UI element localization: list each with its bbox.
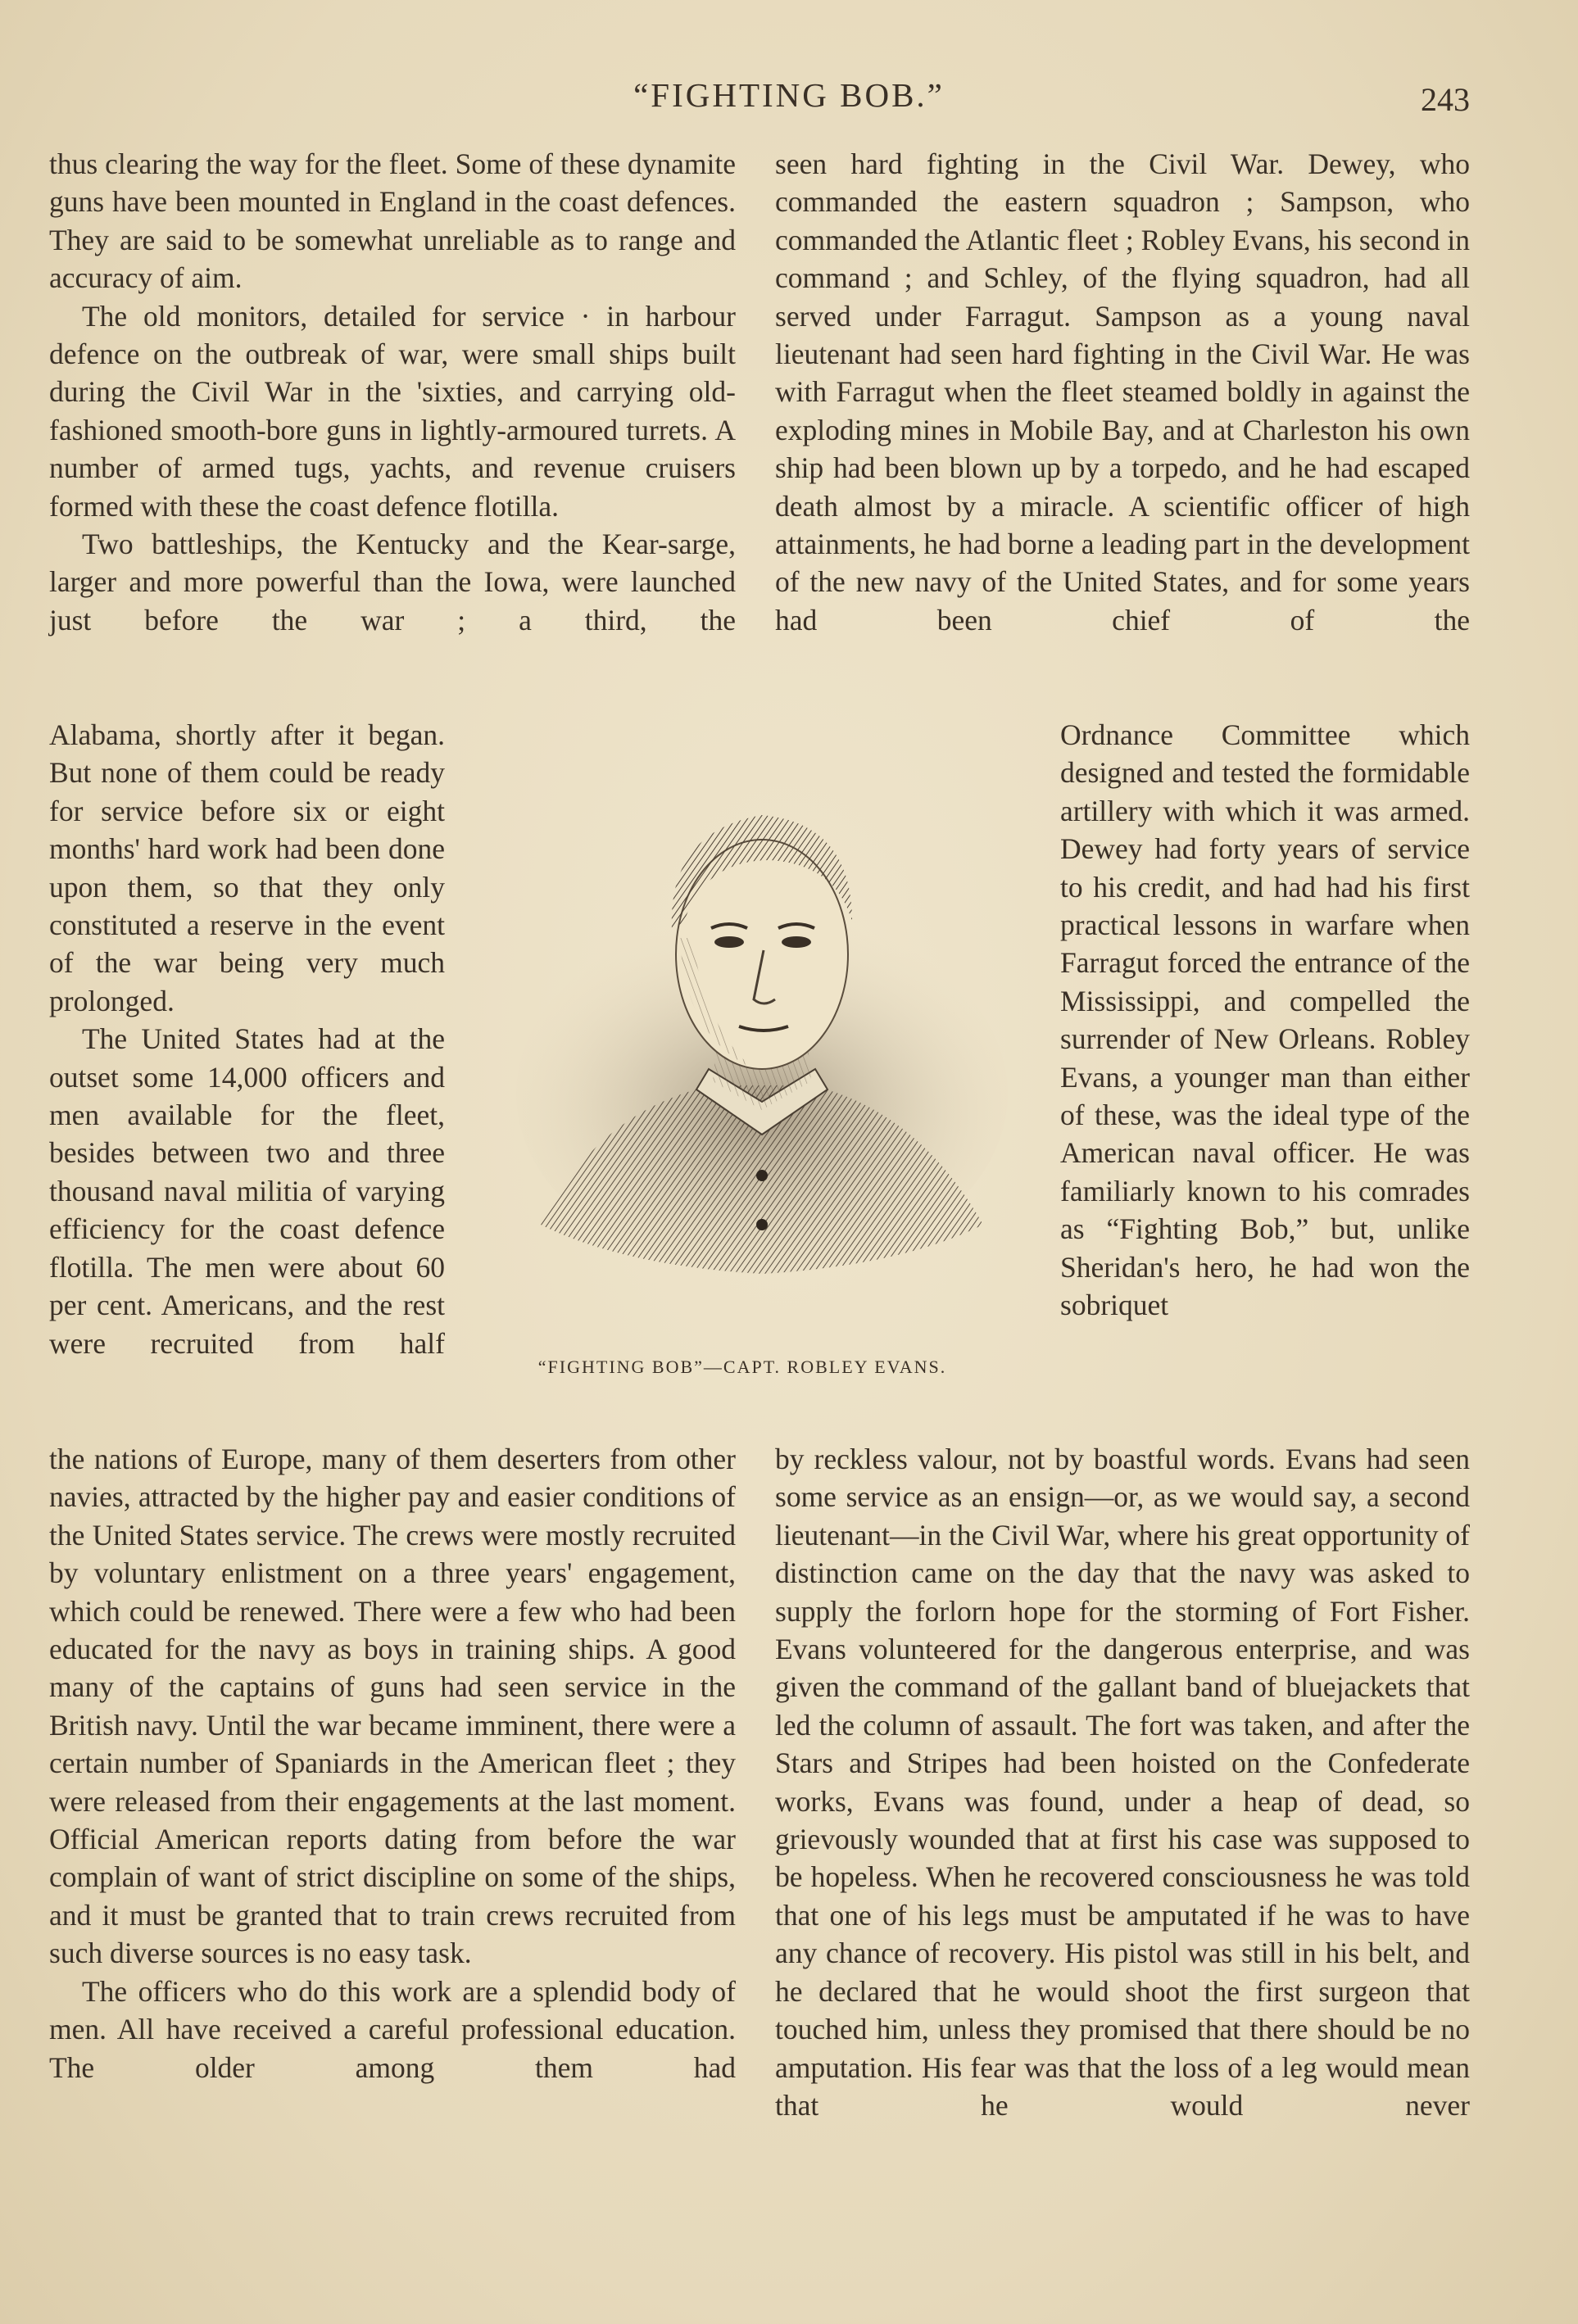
right-column-beside-portrait bbox=[1060, 716, 1470, 1325]
right-eye bbox=[782, 936, 811, 948]
paragraph: by reckless valour, not by boastful words. Evans had seen some service as an ensign—or, as we would say, a second lieutenant—in the Civil War, where his great opportunity of distinction came on the day that the navy was asked to supply the forlorn hope for the storming of Fort Fisher. Evans volunteered for the dangerous enterprise, and was given the command of the gallant band of bluejackets that led the column of assault. The fort was taken, and after the Stars and Stripes had been hoisted on the Confederate works, Evans was found, under a heap of dead, so grievously wounded that at first his case was supposed to be hopeless. When he recovered consciousness he was told that one of his legs must be amputated if he was to have any chance of recovery. His pistol was still in his belt, and he declared that he would shoot the first surgeon that touched him, unless they promised that there should be no amputation. His fear was that the loss of a leg would mean that he would never bbox=[775, 1443, 1470, 2122]
paragraph: the nations of Europe, many of them deserters from other navies, attracted by the higher pay and easier conditions of the United States service. The crews were mostly recruited by voluntary enlistment on a three years' engagement, which could be renewed. There were a few who had been educated for the navy as boys in training ships. A good many of the captains of guns had seen service in the British navy. Until the war became imminent, there were a certain number of Spaniards in the American fleet ; they were released from their engagements at the last moment. Official American reports dating from before the war complain of want of strict discipline on some of the ships, and it must be granted that to train crews recruited from such diverse sources is no easy task. bbox=[49, 1443, 736, 1970]
paragraph: Two battleships, the Kentucky and the Kear-sarge, larger and more powerful than the Iowa, were launched just before the war ; a third, the bbox=[49, 528, 736, 636]
paragraph: The old monitors, detailed for service · in harbour defence on the outbreak of war, were small ships built during the Civil War in the 'sixties, and carrying old-fashioned smooth-bore guns in lightly-armoured turrets. A number of armed tugs, yachts, and revenue cruisers formed with these the coast defence flotilla. bbox=[49, 299, 736, 523]
left-column-beside-portrait bbox=[49, 716, 445, 1362]
right-column-top bbox=[775, 145, 1470, 639]
right-column-bottom bbox=[775, 1440, 1470, 2124]
running-head: “FIGHTING BOB.” bbox=[633, 76, 945, 114]
left-column-bottom bbox=[49, 1440, 736, 2086]
portrait-caption: “FIGHTING BOB”—CAPT. ROBLEY EVANS. bbox=[537, 1357, 947, 1377]
portrait-engraving bbox=[508, 766, 1016, 1290]
paragraph: thus clearing the way for the fleet. Some of these dynamite guns have been mounted in England in the coast defences. They are said to be somewhat unreliable as to range and accuracy of aim. bbox=[49, 147, 736, 295]
paragraph: The officers who do this work are a splendid body of men. All have received a careful professional education. The older among them had bbox=[49, 1974, 736, 2084]
left-column-top bbox=[49, 145, 736, 639]
paragraph: seen hard fighting in the Civil War. Dewey, who commanded the eastern squadron ; Sampson, who commanded the Atlantic fleet ; Robley Evans, his second in command ; and Schley, of the flying squadron, had all served under Farragut. Sampson as a young naval lieutenant had seen hard fighting in the Civil War. He was with Farragut when the fleet steamed boldly in against the exploding mines in Mobile Bay, and at Charleston his own ship had been blown up by a torpedo, and he had escaped death almost by a miracle. A scientific officer of high attainments, he had borne a leading part in the development of the new navy of the United States, and for some years had been chief of the bbox=[775, 147, 1470, 636]
page-number: 243 bbox=[1421, 81, 1470, 118]
left-eye bbox=[714, 936, 744, 948]
paragraph: Alabama, shortly after it began. But none of them could be ready for service before six or eight months' hard work had been done upon them, so that they only constituted a reserve in the event of the war being very much prolonged. bbox=[49, 718, 445, 1017]
paragraph: Ordnance Committee which designed and tested the formidable artillery with which it was armed. Dewey had forty years of service to his credit, and had had his first practical lessons in warfare when Farragut forced the entrance of the Mississippi, and compelled the surrender of New Orleans. Robley Evans, a younger man than either of these, was the ideal type of the American naval officer. He was familiarly known to his comrades as “Fighting Bob,” but, unlike Sheridan's hero, he had won the sobriquet bbox=[1060, 718, 1470, 1322]
paragraph: The United States had at the outset some 14,000 officers and men available for the fleet, besides between two and three thousand naval militia of varying efficiency for the coast defence flotilla. The men were about 60 per cent. Americans, and the rest were recruited from half bbox=[49, 1022, 445, 1360]
